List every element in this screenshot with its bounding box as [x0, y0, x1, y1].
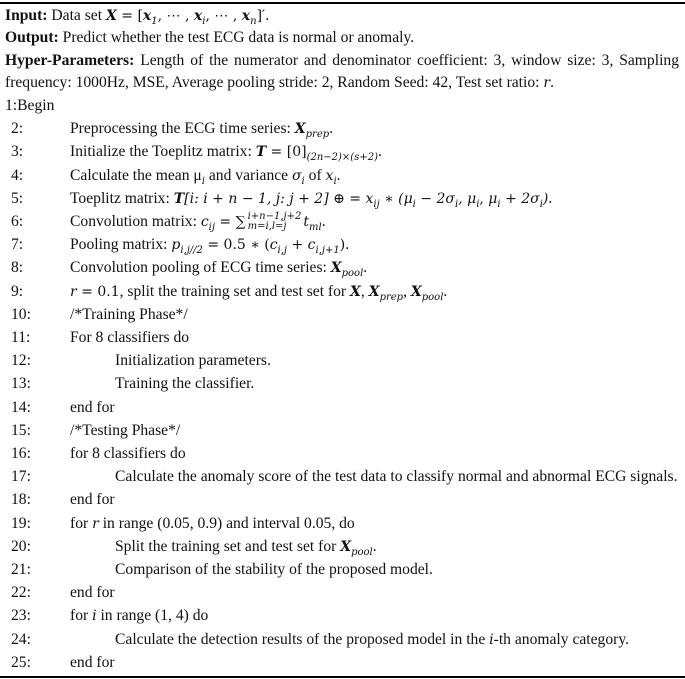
input-label: Input: [5, 7, 48, 24]
text: Pooling matrix: [70, 236, 172, 254]
text: , [403, 282, 411, 300]
step-number: 13: [11, 375, 31, 393]
math-text: r [70, 283, 77, 300]
hyper-parameters-text-cont [5, 74, 554, 91]
math-text: − 2σ [415, 190, 455, 207]
math-subscript: i [539, 198, 543, 210]
input-line [5, 6, 679, 26]
text: Training the classifier. [115, 375, 255, 393]
math-text: x [325, 167, 334, 184]
hyper-parameters-line-1 [5, 51, 679, 71]
step-number: 8: [11, 259, 24, 277]
text: . [550, 74, 554, 91]
text: for 8 classifiers do [70, 445, 186, 462]
step-number: 11: [11, 329, 31, 346]
math-text: p [171, 237, 181, 254]
text: of [304, 166, 326, 184]
step-text [70, 653, 115, 673]
step-text [70, 282, 447, 302]
math-subscript: i [201, 175, 205, 187]
text: . [336, 166, 341, 184]
math-text: + 2σ [500, 190, 540, 207]
math-text: = ∑ [214, 214, 246, 230]
step-number: 18: [11, 491, 31, 509]
step-text [70, 235, 349, 255]
text: Data set [51, 7, 106, 24]
math-text: ∗ (μ [379, 190, 413, 207]
step-text [70, 212, 326, 232]
hyper-parameters-line-2 [5, 73, 679, 93]
algorithm-step [5, 96, 679, 116]
math-text: ]′ [256, 8, 266, 24]
math-text: , μ [479, 190, 498, 207]
step-number: 15: [11, 421, 31, 439]
step-text [70, 305, 188, 325]
math-text: X [410, 283, 422, 300]
output-label: Output: [5, 29, 59, 46]
math-subscript: prep [305, 129, 330, 141]
math-subscript: ml [309, 222, 322, 234]
math-text: r [543, 75, 551, 91]
step-number: 16: [11, 445, 31, 462]
step-number: 12: [11, 352, 31, 370]
text: end for [70, 584, 115, 602]
step-text [115, 630, 629, 650]
math-subscript: i [497, 198, 501, 210]
math-text: c [307, 237, 316, 254]
step-text [115, 537, 377, 557]
text: end for [70, 398, 115, 416]
text: in range (1, 4) do [96, 607, 209, 625]
math-text: X [350, 283, 361, 300]
math-subscript: pool [341, 268, 364, 280]
math-text: = [0] [266, 144, 307, 161]
step-number: 1:Begin [5, 97, 55, 114]
step-text [70, 444, 186, 464]
math-text: = 0.1 [76, 283, 120, 300]
math-text: x [193, 8, 203, 24]
math-text: = 0.5 ∗ ( [202, 237, 270, 254]
text: Predict whether the test ECG data is normal or anomaly. [62, 29, 415, 46]
text: . [363, 259, 368, 277]
text: . [329, 120, 334, 138]
text: end for [70, 653, 115, 671]
math-text: + [287, 237, 308, 254]
math-text: σ [291, 167, 302, 184]
text: /*Training Phase*/ [70, 305, 188, 323]
math-text: c [200, 214, 209, 230]
step-number: 7: [11, 236, 24, 254]
text: in range (0.05, 0.9) and interval 0.05, do [98, 514, 355, 532]
text: and variance [204, 166, 292, 184]
math-text: x [241, 8, 251, 24]
output-line [5, 28, 679, 48]
math-subscript: i [412, 198, 416, 210]
step-number: 23: [11, 607, 31, 625]
math-text: T [255, 144, 267, 161]
text: Convolution pooling of ECG time series: [70, 259, 331, 277]
math-subscript: pool [351, 546, 373, 558]
math-sum-limits [248, 212, 302, 232]
step-text [70, 398, 115, 418]
math-text: r [92, 515, 99, 532]
text: Toeplitz matrix: [70, 189, 174, 207]
math-text: X [294, 121, 306, 138]
text: Comparison of the stability of the proposed model. [115, 561, 433, 578]
math-text: , ⋯ , [157, 8, 194, 24]
step-text [115, 351, 271, 371]
step-number: 4: [11, 166, 24, 184]
text: Initialization parameters. [115, 352, 271, 370]
math-text: i [92, 608, 97, 625]
text: . [321, 213, 326, 230]
math-text: , μ [458, 190, 477, 207]
math-text: X [340, 538, 352, 555]
math-subscript: (2n−2)×(s+2) [306, 152, 378, 164]
hyper-parameters-text [140, 52, 679, 69]
math-text: t [303, 214, 310, 230]
sum-lower-limit: m=i,l=j [247, 221, 287, 233]
text: . [548, 189, 553, 207]
text: , [360, 282, 369, 300]
step-text [70, 328, 189, 348]
sum-upper-limit: i+n−1,j+2 [247, 211, 302, 223]
step-text [115, 374, 254, 394]
math-subscript: i [476, 198, 480, 210]
math-subscript: prep [379, 291, 404, 303]
math-subscript: i,j [277, 245, 288, 257]
text: . [372, 537, 377, 555]
math-subscript: pool [421, 291, 444, 303]
text: end for [70, 491, 115, 509]
step-text [70, 421, 180, 441]
step-text [70, 166, 341, 186]
step-number: 10: [11, 305, 31, 323]
step-number: 6: [11, 213, 24, 230]
step-number: 21: [11, 561, 31, 578]
text: -th anomaly category. [493, 630, 630, 648]
math-text: c [269, 237, 278, 254]
text: Calculate the anomaly score of the test data to classify normal and abnormal ECG signals. [115, 468, 678, 486]
text: Convolution matrix: [70, 213, 201, 230]
math-subscript: i [202, 16, 206, 28]
text: Initialize the Toeplitz matrix: [70, 143, 256, 161]
text: . [377, 143, 382, 161]
text: . [443, 282, 448, 300]
math-text: T [173, 190, 185, 207]
step-number: 9: [11, 282, 24, 300]
math-subscript: i [454, 198, 459, 210]
math-text: ) [339, 237, 346, 254]
step-text [70, 119, 333, 139]
math-subscript: 1 [151, 16, 158, 28]
math-text: ) [542, 190, 549, 207]
step-number: 24: [11, 630, 31, 648]
step-number: 3: [11, 143, 24, 161]
text: Preprocessing the ECG time series: [70, 120, 295, 138]
math-subscript: i [301, 175, 305, 187]
math-text: = [ [116, 8, 143, 24]
step-number: 19: [11, 514, 31, 532]
text: . [345, 236, 350, 254]
step-text [70, 583, 115, 603]
math-subscript: n [250, 16, 257, 28]
step-number: 14: [11, 398, 31, 416]
math-subscript: ij [373, 198, 380, 210]
hyper-parameters-label: Hyper-Parameters: [5, 52, 135, 69]
math-subscript: i [333, 175, 337, 187]
text: for [70, 514, 93, 532]
step-number: 22: [11, 584, 31, 602]
output-text [63, 29, 414, 46]
step-text [70, 514, 355, 534]
math-text: X [330, 260, 342, 277]
math-subscript: i,j+1 [315, 245, 340, 257]
step-text [70, 606, 208, 626]
step-number: 20: [11, 537, 31, 555]
step-number: 5: [11, 189, 24, 207]
step-text [70, 490, 115, 510]
math-text: X [105, 8, 117, 24]
step-text [115, 560, 433, 580]
input-text [51, 7, 270, 28]
math-text: x [142, 8, 152, 24]
text: /*Testing Phase*/ [70, 421, 181, 439]
text: frequency: 1000Hz, MSE, Average pooling stride: 2, Random Seed: 42, Test set ratio: [5, 74, 544, 91]
step-number: 17: [11, 468, 31, 486]
text: for [70, 607, 93, 625]
step-text [70, 258, 367, 278]
math-subscript: ij [208, 222, 215, 234]
text: . [265, 7, 270, 24]
math-subscript: i,j//2 [180, 245, 203, 257]
text: Split the training set and test set for [115, 537, 341, 555]
text: For 8 classifiers do [70, 329, 190, 346]
step-text [115, 467, 678, 487]
text: Calculate the detection results of the proposed model in the [115, 630, 490, 648]
text: , split the training set and test set for [119, 282, 351, 300]
math-text: X [368, 283, 380, 300]
step-text [70, 142, 382, 162]
math-text: [i: i + n − 1, j: j + 2] ⊕ = x [184, 190, 374, 207]
step-number: 25: [11, 653, 31, 671]
text: Length of the numerator and denominator coefficient: 3, window size: 3, Sampling [140, 52, 679, 69]
text: Calculate the mean μ [70, 166, 202, 184]
math-text: i [489, 631, 494, 648]
step-text [70, 189, 552, 209]
step-number: 2: [11, 120, 24, 138]
math-text: , ⋯ , [205, 8, 242, 24]
